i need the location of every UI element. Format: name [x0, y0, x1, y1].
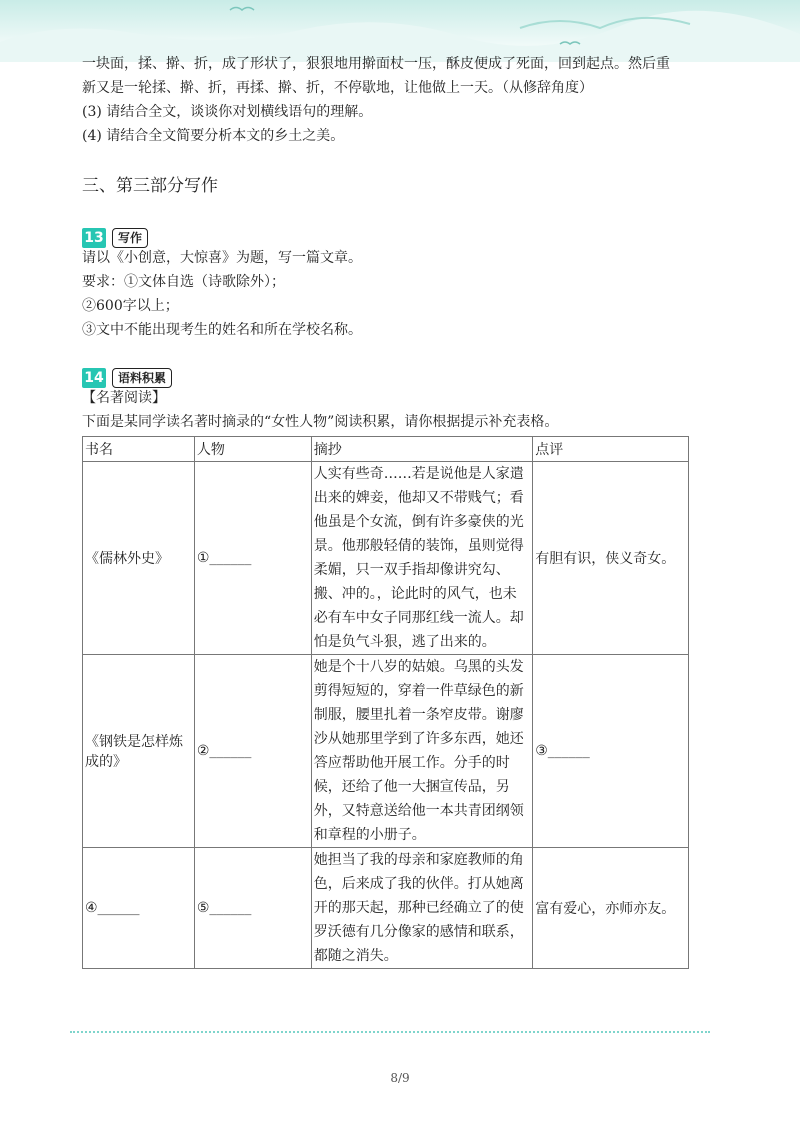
q14-intro — [82, 386, 558, 434]
question-type-tag: 写作 — [112, 228, 148, 248]
header-excerpt: 摘抄 — [311, 437, 533, 462]
cell-book: 《钢铁是怎样炼成的》 — [83, 655, 195, 848]
excerpt-line: 色，后来成了我的伙伴。打从她离 — [313, 876, 524, 892]
page-number: 8/9 — [390, 1071, 410, 1085]
excerpt-line: 柔媚，只一双手指却像讲究勾、 — [313, 562, 510, 578]
cell-excerpt — [311, 462, 533, 655]
passage-line: 新又是一轮揉、擀、折，再揉、擀、折，不停歇地，让他做上一天。（从修辞角度） — [82, 80, 593, 96]
table-row — [83, 848, 689, 969]
excerpt-line: 沙从她那里学到了许多东西，她还 — [313, 731, 524, 747]
question-number-badge: 13 — [82, 228, 106, 248]
excerpt-line: 人实有些奇……若是说他是人家遣 — [313, 466, 524, 482]
table-header-row — [83, 437, 689, 462]
q13-body — [82, 246, 362, 342]
q14-header — [82, 368, 172, 388]
excerpt-line: 她是个十八岁的姑娘。乌黑的头发 — [313, 659, 524, 675]
excerpt-line: 怕是负气斗狠，逃了出来的。 — [313, 634, 496, 650]
cell-excerpt — [311, 655, 533, 848]
header-book: 书名 — [83, 437, 195, 462]
cell-person-blank[interactable]: ②______ — [194, 655, 311, 848]
footer-divider — [70, 1031, 710, 1033]
excerpt-line: 和章程的小册子。 — [313, 827, 426, 843]
reading-table — [82, 436, 689, 969]
excerpt-line: 景。他那般轻倩的装饰，虽则觉得 — [313, 538, 524, 554]
cell-comment: 富有爱心，亦师亦友。 — [533, 848, 689, 969]
q14-subtitle: 【名著阅读】 — [82, 390, 166, 406]
excerpt-line: 搬、冲的。，论此时的风气，也未 — [313, 586, 517, 602]
question-4: (4) 请结合全文简要分析本文的乡土之美。 — [82, 128, 345, 144]
table-row — [83, 655, 689, 848]
q13-line: ③文中不能出现考生的姓名和所在学校名称。 — [82, 322, 362, 338]
question-number-badge: 14 — [82, 368, 106, 388]
q13-header — [82, 228, 148, 248]
q13-line: 请以《小创意，大惊喜》为题，写一篇文章。 — [82, 250, 362, 266]
q13-line: 要求：①文体自选（诗歌除外）； — [82, 274, 285, 290]
excerpt-line: 出来的婢妾，他却又不带贱气；看 — [313, 490, 524, 506]
q14-instruction: 下面是某同学读名著时摘录的“女性人物”阅读积累，请你根据提示补充表格。 — [82, 414, 559, 430]
cell-book-blank[interactable]: ④______ — [83, 848, 195, 969]
cell-comment-blank[interactable]: ③______ — [533, 655, 689, 848]
cell-excerpt — [311, 848, 533, 969]
excerpt-line: 答应帮助他开展工作。分手的时 — [313, 755, 510, 771]
cell-comment: 有胆有识，侠义奇女。 — [533, 462, 689, 655]
excerpt-line: 剪得短短的，穿着一件草绿色的新 — [313, 683, 524, 699]
excerpt-line: 罗沃德有几分像家的感情和联系， — [313, 924, 524, 940]
header-person: 人物 — [194, 437, 311, 462]
excerpt-line: 外，又特意送给他一本共青团纲领 — [313, 803, 524, 819]
table-row — [83, 462, 689, 655]
cell-person-blank[interactable]: ⑤______ — [194, 848, 311, 969]
question-3: (3) 请结合全文，谈谈你对划横线语句的理解。 — [82, 104, 373, 120]
passage-line: 一块面，揉、擀、折，成了形状了，狠狠地用擀面杖一压，酥皮便成了死面，回到起点。然后重 — [82, 56, 670, 72]
excerpt-line: 他虽是个女流，倒有许多豪侠的光 — [313, 514, 524, 530]
section-heading: 三、第三部分写作 — [82, 176, 218, 196]
q13-line: ②600字以上； — [82, 298, 179, 314]
excerpt-line: 候，还给了他一大捆宣传品，另 — [313, 779, 510, 795]
excerpt-line: 都随之消失。 — [313, 948, 398, 964]
passage-block — [82, 52, 702, 148]
question-type-tag: 语料积累 — [112, 368, 172, 388]
excerpt-line: 必有车中女子同那红线一流人。却 — [313, 610, 524, 626]
cell-book: 《儒林外史》 — [83, 462, 195, 655]
header-comment: 点评 — [533, 437, 689, 462]
excerpt-line: 制服，腰里扎着一条窄皮带。谢廖 — [313, 707, 524, 723]
excerpt-line: 她担当了我的母亲和家庭教师的角 — [313, 852, 524, 868]
cell-person-blank[interactable]: ①______ — [194, 462, 311, 655]
excerpt-line: 开的那天起，那种已经确立了的使 — [313, 900, 524, 916]
